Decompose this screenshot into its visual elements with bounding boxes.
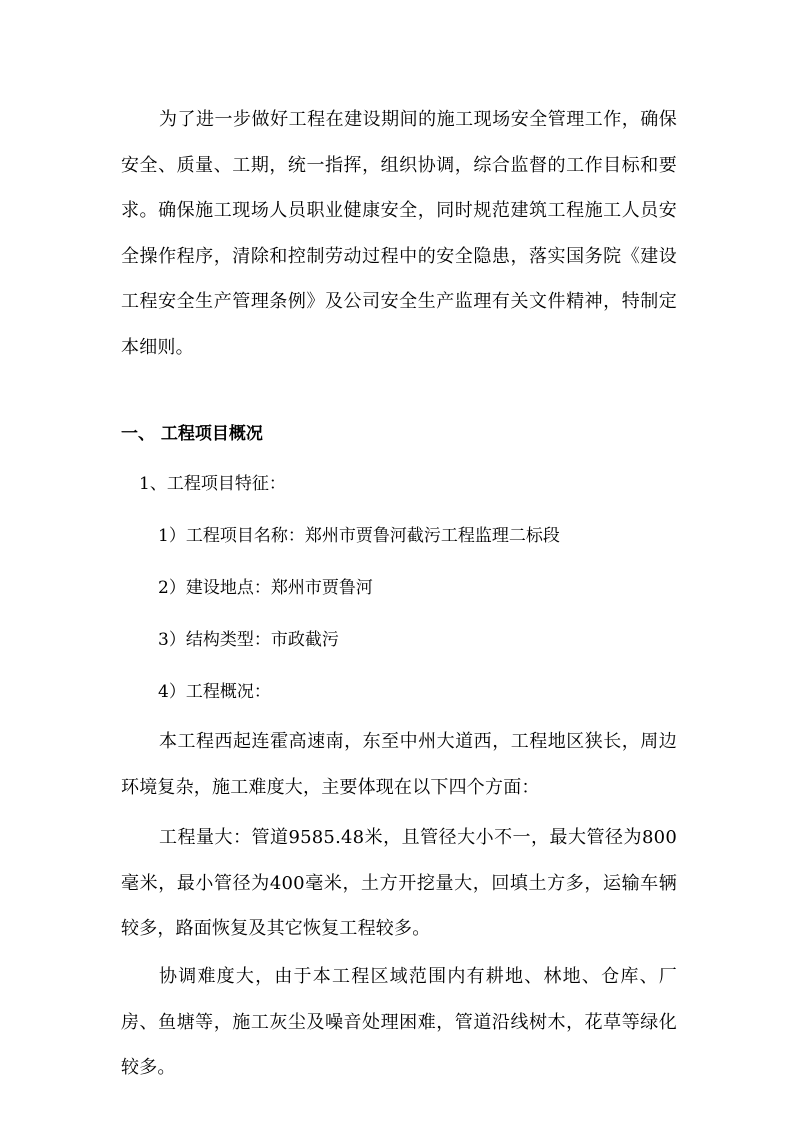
section-heading: 一、 工程项目概况 [121,424,263,444]
overview-paragraph: 本工程西起连霍高速南，东至中州大道西，工程地区狭长，周边环境复杂，施工难度大，主要体现在以下四个方面： [121,731,677,798]
intro-paragraph: 为了进一步做好工程在建设期间的施工现场安全管理工作，确保安全、质量、工期，统一指挥，组织协调，综合监督的工作目标和要求。确保施工现场人员职业健康安全，同时规范建筑工程施工人员安全操作程序，清除和控制劳动过程中的安全隐患，落实国务院《建设工程安全生产管理条例》及公司安全生产监理有关文件精神，特制定本细则。 [121,109,677,358]
overview-item: 4）工程概况： [158,682,271,702]
coordination-paragraph: 协调难度大，由于本工程区域范围内有耕地、林地、仓库、厂房、鱼塘等，施工灰尘及噪音处理困难，管道沿线树木，花草等绿化较多。 [121,966,677,1078]
project-name-item: 1）工程项目名称：郑州市贾鲁河截污工程监理二标段 [158,526,560,546]
quantity-paragraph: 工程量大：管道9585.48米，且管径大小不一，最大管径为800毫米，最小管径为400毫米，土方开挖量大，回填土方多，运输车辆较多，路面恢复及其它恢复工程较多。 [121,827,677,939]
structure-type-item: 3）结构类型：市政截污 [158,630,339,650]
subsection-heading: 1、工程项目特征： [139,474,286,494]
location-item: 2）建设地点：郑州市贾鲁河 [158,578,373,598]
